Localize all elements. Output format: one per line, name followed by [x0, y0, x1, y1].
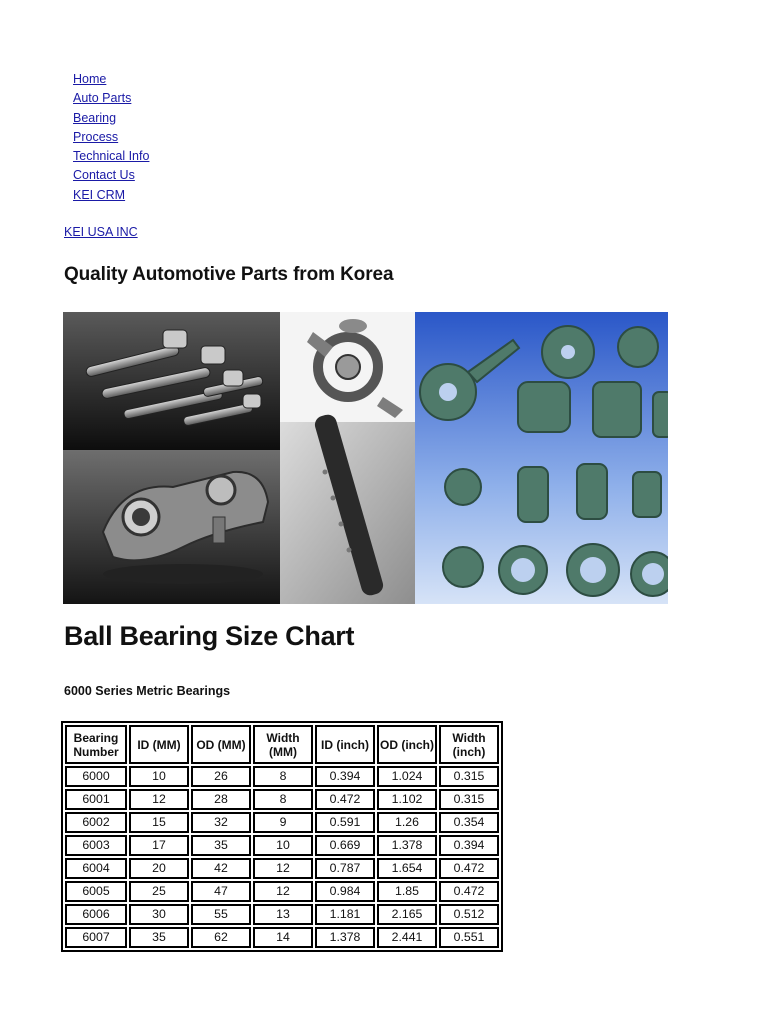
header-text-line: Width — [266, 730, 300, 745]
cell-id-inch: 0.394 — [315, 766, 375, 787]
nav-link-contact-us[interactable]: Contact Us — [73, 168, 135, 183]
cell-id-mm: 10 — [129, 766, 189, 787]
cell-od-inch: 1.024 — [377, 766, 437, 787]
cell-width-mm: 9 — [253, 812, 313, 833]
cell-width-inch: 0.315 — [439, 766, 499, 787]
nav-link-process[interactable]: Process — [73, 129, 119, 144]
cell-od-mm: 55 — [191, 904, 251, 925]
cell-width-mm: 14 — [253, 927, 313, 948]
cell-od-inch: 1.102 — [377, 789, 437, 810]
cell-width-inch: 0.551 — [439, 927, 499, 948]
table-row — [65, 812, 499, 833]
header-id-mm — [129, 725, 189, 764]
cell-od-mm: 35 — [191, 835, 251, 856]
cell-width-inch: 0.315 — [439, 789, 499, 810]
cell-id-inch: 0.984 — [315, 881, 375, 902]
header-width-mm — [253, 725, 313, 764]
cell-od-inch: 2.441 — [377, 927, 437, 948]
cell-bearing-number: 6007 — [65, 927, 127, 948]
cell-width-mm: 12 — [253, 858, 313, 879]
cell-id-inch: 1.181 — [315, 904, 375, 925]
cell-id-inch: 0.472 — [315, 789, 375, 810]
cell-width-mm: 10 — [253, 835, 313, 856]
cell-width-inch: 0.354 — [439, 812, 499, 833]
cell-od-mm: 47 — [191, 881, 251, 902]
cell-bearing-number: 6000 — [65, 766, 127, 787]
header-text-line: (inch) — [452, 744, 486, 759]
site-nav — [73, 70, 149, 205]
cell-width-mm: 8 — [253, 789, 313, 810]
cell-id-mm: 20 — [129, 858, 189, 879]
page-subtitle: Quality Automotive Parts from Korea — [64, 264, 394, 285]
header-bearing-number — [65, 725, 127, 764]
cell-od-inch: 1.85 — [377, 881, 437, 902]
cell-width-mm: 8 — [253, 766, 313, 787]
cell-bearing-number: 6005 — [65, 881, 127, 902]
company-link[interactable]: KEI USA INC — [64, 225, 138, 239]
cell-bearing-number: 6004 — [65, 858, 127, 879]
series-heading: 6000 Series Metric Bearings — [64, 684, 231, 698]
table-body — [65, 766, 499, 948]
cell-od-inch: 1.378 — [377, 835, 437, 856]
header-od-inch — [377, 725, 437, 764]
table-header-row — [65, 725, 499, 764]
cell-width-inch: 0.472 — [439, 881, 499, 902]
cell-width-inch: 0.394 — [439, 835, 499, 856]
product-photo-collage — [63, 312, 668, 604]
cell-od-mm: 26 — [191, 766, 251, 787]
cell-od-inch: 2.165 — [377, 904, 437, 925]
cell-bearing-number: 6001 — [65, 789, 127, 810]
cell-width-inch: 0.472 — [439, 858, 499, 879]
cell-od-mm: 32 — [191, 812, 251, 833]
header-width-inch — [439, 725, 499, 764]
nav-link-home[interactable]: Home — [73, 72, 107, 86]
product-collage-svg — [63, 312, 668, 604]
cell-id-mm: 35 — [129, 927, 189, 948]
rocker-arm-photo — [63, 450, 280, 604]
cell-od-mm: 62 — [191, 927, 251, 948]
cell-bearing-number: 6002 — [65, 812, 127, 833]
nav-link-kei-crm[interactable]: KEI CRM — [73, 187, 126, 202]
header-text-line: Bearing — [73, 730, 119, 745]
nav-link-bearing[interactable]: Bearing — [73, 110, 117, 125]
cell-id-mm: 15 — [129, 812, 189, 833]
header-text-line: Width — [452, 730, 486, 745]
header-text-line: ID (inch) — [321, 737, 369, 752]
table-row — [65, 904, 499, 925]
table-row — [65, 835, 499, 856]
header-text-line: Number — [73, 744, 119, 759]
table-row — [65, 881, 499, 902]
table-row — [65, 789, 499, 810]
header-text-line: (MM) — [269, 744, 297, 759]
camshaft-tube-photo — [280, 413, 415, 604]
cell-id-inch: 0.591 — [315, 812, 375, 833]
header-id-inch — [315, 725, 375, 764]
cell-width-inch: 0.512 — [439, 904, 499, 925]
table-row — [65, 766, 499, 787]
header-od-mm — [191, 725, 251, 764]
cell-od-mm: 28 — [191, 789, 251, 810]
page-title: Ball Bearing Size Chart — [64, 621, 355, 651]
cell-id-inch: 1.378 — [315, 927, 375, 948]
header-text-line: OD (MM) — [196, 737, 246, 752]
cell-od-inch: 1.26 — [377, 812, 437, 833]
header-text-line: OD (inch) — [380, 737, 434, 752]
cell-id-inch: 0.669 — [315, 835, 375, 856]
table-row — [65, 927, 499, 948]
table-row — [65, 858, 499, 879]
cell-id-inch: 0.787 — [315, 858, 375, 879]
nav-link-auto-parts[interactable]: Auto Parts — [73, 91, 132, 106]
cell-width-mm: 12 — [253, 881, 313, 902]
header-text-line: ID (MM) — [137, 737, 181, 752]
cell-bearing-number: 6006 — [65, 904, 127, 925]
nav-link-technical-info[interactable]: Technical Info — [73, 149, 150, 164]
cell-od-mm: 42 — [191, 858, 251, 879]
cell-id-mm: 30 — [129, 904, 189, 925]
green-gears-photo — [415, 312, 668, 604]
forged-rods-photo — [63, 312, 280, 450]
cell-width-mm: 13 — [253, 904, 313, 925]
bearing-size-table — [61, 721, 503, 952]
steering-knuckle-photo — [280, 312, 415, 422]
cell-id-mm: 12 — [129, 789, 189, 810]
cell-od-inch: 1.654 — [377, 858, 437, 879]
cell-id-mm: 17 — [129, 835, 189, 856]
cell-bearing-number: 6003 — [65, 835, 127, 856]
cell-id-mm: 25 — [129, 881, 189, 902]
